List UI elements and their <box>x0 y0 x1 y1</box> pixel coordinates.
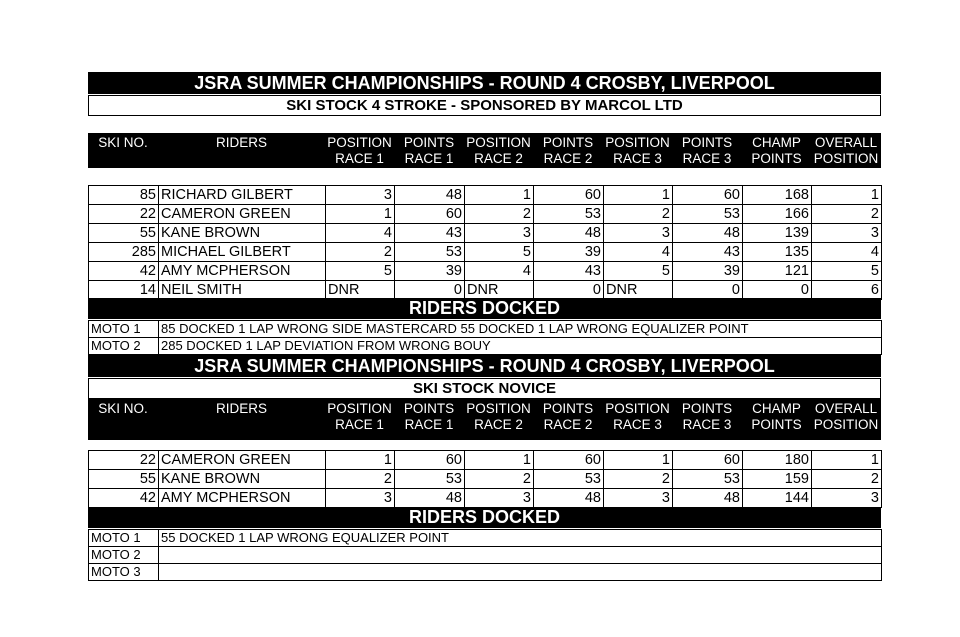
table-row <box>89 262 882 281</box>
cell-pts-r2: 39 <box>534 243 604 262</box>
header-line: RACE 1 <box>335 417 384 432</box>
cell-champ-points: 0 <box>743 281 812 300</box>
header-pts-r2 <box>533 399 603 434</box>
header-line: POINTS <box>542 401 594 416</box>
header-line: POSITION <box>466 135 531 150</box>
moto-label: MOTO 2 <box>89 547 159 564</box>
cell-pos-r2: 2 <box>465 470 534 489</box>
header-line: POINTS <box>542 135 594 150</box>
docked-row <box>89 530 882 547</box>
table-row <box>89 205 882 224</box>
cell-champ-points: 180 <box>743 451 812 470</box>
cell-pos-r1: 1 <box>326 451 395 470</box>
moto-label: MOTO 2 <box>89 338 159 355</box>
cell-ski-no: 42 <box>89 262 159 281</box>
header-line: POSITION <box>605 135 670 150</box>
cell-pts-r1: 48 <box>395 489 465 508</box>
cell-pos-r2: 3 <box>465 224 534 243</box>
cell-overall-position: 3 <box>812 224 882 243</box>
header-line: POSITION <box>466 401 531 416</box>
header-line: CHAMP <box>752 135 801 150</box>
header-pos-r1 <box>325 399 394 434</box>
cell-champ-points: 166 <box>743 205 812 224</box>
section1-title: JSRA SUMMER CHAMPIONSHIPS - ROUND 4 CROSBY, LIVERPOOL <box>88 72 881 94</box>
header-overall-position <box>811 133 881 168</box>
header-line: RACE 1 <box>404 417 454 432</box>
cell-pts-r3: 53 <box>673 470 743 489</box>
moto-label: MOTO 3 <box>89 564 159 581</box>
header-line: RACE 3 <box>682 151 732 166</box>
cell-pts-r2: 0 <box>534 281 604 300</box>
cell-pts-r2: 53 <box>534 470 604 489</box>
cell-pos-r1: 5 <box>326 262 395 281</box>
cell-ski-no: 55 <box>89 470 159 489</box>
cell-pts-r3: 53 <box>673 205 743 224</box>
cell-pts-r3: 60 <box>673 186 743 205</box>
cell-pos-r3: 4 <box>604 243 673 262</box>
cell-pos-r3: 3 <box>604 224 673 243</box>
cell-ski-no: 14 <box>89 281 159 300</box>
cell-pts-r2: 48 <box>534 489 604 508</box>
header-ski-no <box>88 399 158 434</box>
header-pts-r3 <box>672 133 742 168</box>
section1-docked-table <box>88 320 882 355</box>
docked-row <box>89 564 882 581</box>
cell-ski-no: 55 <box>89 224 159 243</box>
cell-ski-no: 42 <box>89 489 159 508</box>
header-pos-r1 <box>325 133 394 168</box>
cell-pos-r3: 5 <box>604 262 673 281</box>
header-line: POINTS <box>403 135 455 150</box>
header-pos-r3 <box>603 133 672 168</box>
cell-pts-r3: 0 <box>673 281 743 300</box>
cell-pts-r2: 60 <box>534 186 604 205</box>
section1-subtitle: SKI STOCK 4 STROKE - SPONSORED BY MARCOL LTD <box>88 95 881 116</box>
cell-champ-points: 144 <box>743 489 812 508</box>
cell-rider: KANE BROWN <box>159 470 326 489</box>
cell-rider: AMY MCPHERSON <box>159 262 326 281</box>
moto-note <box>159 547 882 564</box>
cell-pts-r1: 39 <box>395 262 465 281</box>
section2-subtitle: SKI STOCK NOVICE <box>88 378 881 399</box>
cell-pts-r1: 60 <box>395 451 465 470</box>
header-champ-points <box>742 399 811 434</box>
cell-pts-r3: 48 <box>673 489 743 508</box>
section2-title: JSRA SUMMER CHAMPIONSHIPS - ROUND 4 CROSBY, LIVERPOOL <box>88 355 881 377</box>
cell-rider: MICHAEL GILBERT <box>159 243 326 262</box>
cell-pts-r1: 53 <box>395 243 465 262</box>
cell-pos-r3: 1 <box>604 451 673 470</box>
cell-champ-points: 168 <box>743 186 812 205</box>
header-line: RIDERS <box>215 401 267 416</box>
header-pts-r1 <box>394 399 464 434</box>
cell-pts-r3: 60 <box>673 451 743 470</box>
docked-row <box>89 338 882 355</box>
docked-row <box>89 321 882 338</box>
cell-pts-r3: 43 <box>673 243 743 262</box>
header-line: RACE 3 <box>613 417 662 432</box>
cell-ski-no: 85 <box>89 186 159 205</box>
cell-rider: KANE BROWN <box>159 224 326 243</box>
cell-pts-r2: 53 <box>534 205 604 224</box>
cell-overall-position: 3 <box>812 489 882 508</box>
cell-champ-points: 139 <box>743 224 812 243</box>
cell-pos-r1: 3 <box>326 186 395 205</box>
header-line: RACE 2 <box>474 151 523 166</box>
cell-pts-r2: 60 <box>534 451 604 470</box>
cell-pos-r1: 4 <box>326 224 395 243</box>
header-line: OVERALL <box>814 135 878 150</box>
cell-ski-no: 22 <box>89 451 159 470</box>
table-row <box>89 186 882 205</box>
header-line: RACE 2 <box>543 417 593 432</box>
cell-overall-position: 5 <box>812 262 882 281</box>
cell-overall-position: 6 <box>812 281 882 300</box>
cell-pts-r1: 53 <box>395 470 465 489</box>
cell-overall-position: 1 <box>812 186 882 205</box>
header-line: RACE 1 <box>335 151 384 166</box>
header-line: POSITION <box>813 151 879 166</box>
header-rider <box>158 133 325 168</box>
section2-header-row <box>88 399 881 434</box>
cell-pos-r2: 1 <box>465 186 534 205</box>
section2-header-bottom-bar <box>88 434 881 440</box>
header-overall-position <box>811 399 881 434</box>
cell-pos-r3: 2 <box>604 470 673 489</box>
header-line: RACE 1 <box>404 151 454 166</box>
cell-pos-r3: DNR <box>604 281 673 300</box>
cell-rider: NEIL SMITH <box>159 281 326 300</box>
header-line: POSITION <box>605 401 670 416</box>
cell-pos-r2: 5 <box>465 243 534 262</box>
section2-docked-table <box>88 529 882 581</box>
header-pts-r3 <box>672 399 742 434</box>
moto-note: 285 DOCKED 1 LAP DEVIATION FROM WRONG BOUY <box>159 338 882 355</box>
cell-pos-r3: 3 <box>604 489 673 508</box>
cell-rider: RICHARD GILBERT <box>159 186 326 205</box>
header-line: POSITION <box>327 135 392 150</box>
header-pos-r2 <box>464 399 533 434</box>
header-line: RACE 3 <box>613 151 662 166</box>
cell-overall-position: 2 <box>812 205 882 224</box>
cell-pos-r3: 2 <box>604 205 673 224</box>
moto-label: MOTO 1 <box>89 530 159 547</box>
header-line: POINTS <box>681 135 733 150</box>
cell-pts-r3: 39 <box>673 262 743 281</box>
cell-rider: CAMERON GREEN <box>159 451 326 470</box>
table-row <box>89 224 882 243</box>
header-line: POINTS <box>751 151 802 166</box>
header-line: RACE 2 <box>543 151 593 166</box>
cell-pts-r2: 48 <box>534 224 604 243</box>
docked-row <box>89 547 882 564</box>
table-row <box>89 451 882 470</box>
table-row <box>89 281 882 300</box>
cell-overall-position: 1 <box>812 451 882 470</box>
header-line: SKI NO. <box>98 135 148 150</box>
cell-champ-points: 159 <box>743 470 812 489</box>
cell-pts-r1: 0 <box>395 281 465 300</box>
section2-docked-title: RIDERS DOCKED <box>88 507 881 528</box>
table-row <box>89 470 882 489</box>
cell-pos-r2: 2 <box>465 205 534 224</box>
cell-overall-position: 4 <box>812 243 882 262</box>
cell-rider: AMY MCPHERSON <box>159 489 326 508</box>
cell-pts-r2: 43 <box>534 262 604 281</box>
cell-ski-no: 285 <box>89 243 159 262</box>
header-pts-r2 <box>533 133 603 168</box>
cell-pos-r1: 3 <box>326 489 395 508</box>
cell-champ-points: 135 <box>743 243 812 262</box>
cell-pos-r2: 1 <box>465 451 534 470</box>
header-line: POSITION <box>813 417 879 432</box>
header-line: OVERALL <box>814 401 878 416</box>
header-line: RACE 3 <box>682 417 732 432</box>
cell-pos-r1: DNR <box>326 281 395 300</box>
section1-results-table <box>88 185 882 300</box>
header-line: POSITION <box>327 401 392 416</box>
header-pos-r2 <box>464 133 533 168</box>
header-line: POINTS <box>751 417 802 432</box>
section1-docked-title: RIDERS DOCKED <box>88 298 881 319</box>
cell-pos-r2: 3 <box>465 489 534 508</box>
cell-pts-r1: 60 <box>395 205 465 224</box>
header-line: POINTS <box>403 401 455 416</box>
header-line: RACE 2 <box>474 417 523 432</box>
moto-note: 55 DOCKED 1 LAP WRONG EQUALIZER POINT <box>159 530 882 547</box>
cell-pos-r1: 2 <box>326 243 395 262</box>
cell-pos-r2: 4 <box>465 262 534 281</box>
section2-results-table <box>88 450 882 508</box>
cell-pts-r1: 43 <box>395 224 465 243</box>
cell-overall-position: 2 <box>812 470 882 489</box>
table-row <box>89 243 882 262</box>
header-ski-no <box>88 133 158 168</box>
cell-pts-r3: 48 <box>673 224 743 243</box>
table-row <box>89 489 882 508</box>
section1-header-row <box>88 133 881 168</box>
cell-pos-r2: DNR <box>465 281 534 300</box>
cell-pos-r1: 2 <box>326 470 395 489</box>
moto-note: 85 DOCKED 1 LAP WRONG SIDE MASTERCARD 55 DOCKED 1 LAP WRONG EQUALIZER POINT <box>159 321 882 338</box>
cell-ski-no: 22 <box>89 205 159 224</box>
header-champ-points <box>742 133 811 168</box>
header-pts-r1 <box>394 133 464 168</box>
header-line: CHAMP <box>752 401 801 416</box>
cell-pos-r3: 1 <box>604 186 673 205</box>
header-line: SKI NO. <box>98 401 148 416</box>
cell-pts-r1: 48 <box>395 186 465 205</box>
moto-label: MOTO 1 <box>89 321 159 338</box>
cell-rider: CAMERON GREEN <box>159 205 326 224</box>
header-line: RIDERS <box>215 135 267 150</box>
moto-note <box>159 564 882 581</box>
header-pos-r3 <box>603 399 672 434</box>
header-rider <box>158 399 325 434</box>
cell-champ-points: 121 <box>743 262 812 281</box>
cell-pos-r1: 1 <box>326 205 395 224</box>
header-line: POINTS <box>681 401 733 416</box>
